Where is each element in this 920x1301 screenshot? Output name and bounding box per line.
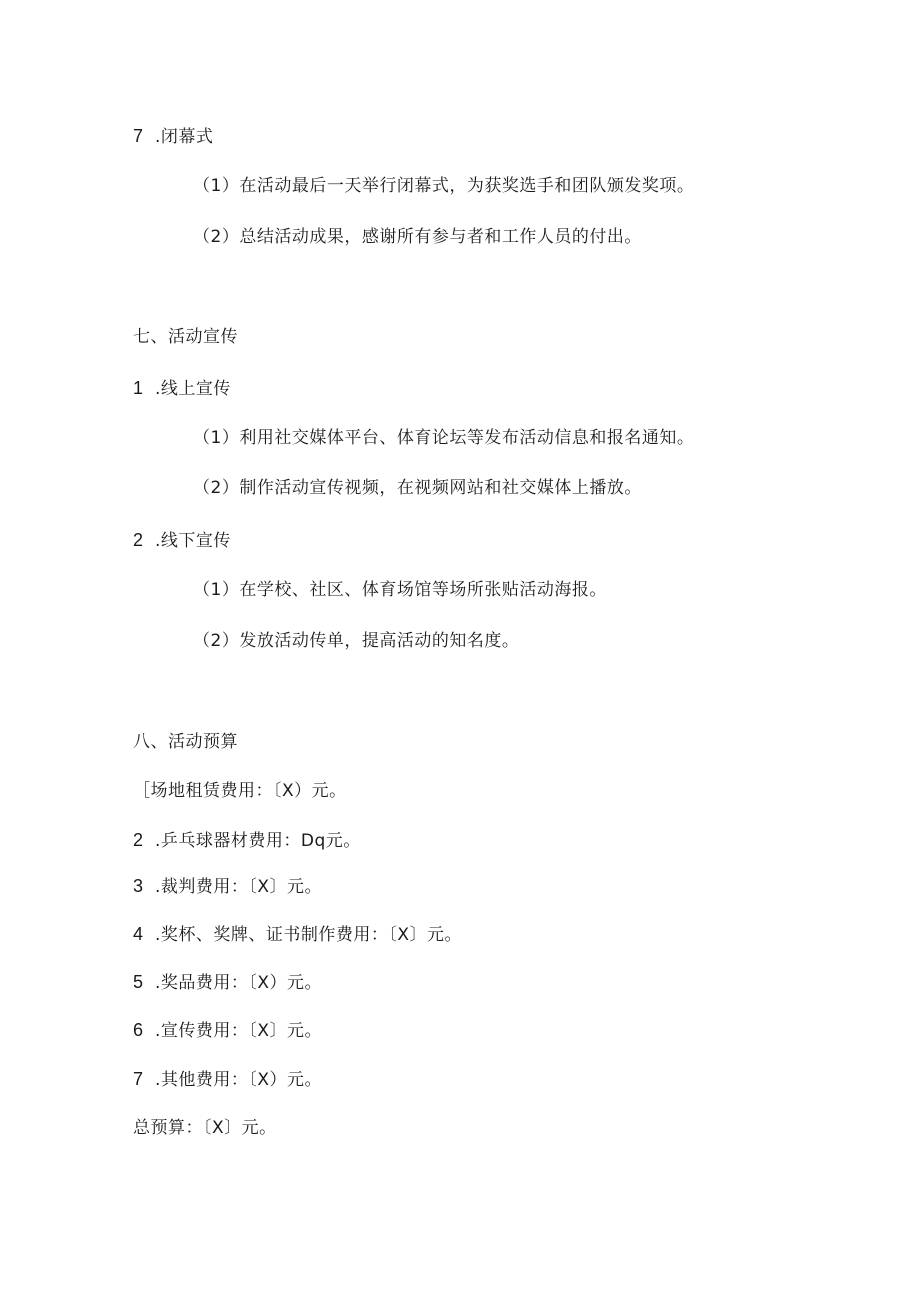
budget-total (133, 1116, 277, 1140)
section-heading-budget (133, 730, 238, 754)
item-title: .裁判费用：〔X〕元。 (155, 877, 323, 897)
sub-item-text: （1）在学校、社区、体育场馆等场所张贴活动海报。 (193, 580, 607, 600)
item-title: .其他费用：〔X）元。 (155, 1070, 323, 1090)
sub-item (193, 174, 694, 198)
sub-item (193, 476, 642, 500)
sub-item-text: （2）总结活动成果，感谢所有参与者和工作人员的付出。 (193, 227, 642, 247)
item-number: 7 (133, 126, 144, 146)
budget-item-referee (133, 874, 322, 899)
item-number: 1 (133, 378, 144, 398)
item-number: 4 (133, 924, 144, 944)
sub-item-text: （2）发放活动传单，提高活动的知名度。 (193, 631, 520, 651)
item-title: .闭幕式 (155, 127, 214, 147)
list-item-offline-promotion (133, 528, 231, 553)
list-item-online-promotion (133, 376, 231, 401)
heading-text: 七、活动宣传 (133, 327, 238, 347)
budget-item-promotion (133, 1018, 322, 1043)
budget-item-other (133, 1067, 322, 1092)
total-text: 总预算：〔X〕元。 (133, 1118, 277, 1138)
item-title: .线上宣传 (155, 379, 231, 399)
budget-item-trophies (133, 922, 462, 947)
item-title: .乒乓球器材费用：Dq元。 (155, 831, 361, 851)
item-number: 6 (133, 1020, 144, 1040)
item-number: 3 (133, 876, 144, 896)
list-item-closing-ceremony (133, 124, 213, 149)
sub-item-text: （1）利用社交媒体平台、体育论坛等发布活动信息和报名通知。 (193, 428, 695, 448)
item-number: 2 (133, 530, 144, 550)
item-title: .奖品费用：〔X）元。 (155, 973, 323, 993)
budget-text: ［场地租赁费用：〔X）元。 (133, 781, 347, 801)
item-title: .宣传费用：〔X〕元。 (155, 1021, 323, 1041)
section-heading-promotion (133, 325, 238, 349)
sub-item (193, 426, 694, 450)
item-number: 5 (133, 972, 144, 992)
sub-item-text: （1）在活动最后一天举行闭幕式，为获奖选手和团队颁发奖项。 (193, 176, 695, 196)
item-number: 7 (133, 1069, 144, 1089)
item-title: .线下宣传 (155, 531, 231, 551)
budget-item-venue (133, 779, 347, 803)
item-title: .奖杯、奖牌、证书制作费用：〔X〕元。 (155, 925, 463, 945)
budget-item-equipment (133, 828, 361, 853)
sub-item (193, 578, 607, 602)
sub-item (193, 225, 642, 249)
sub-item-text: （2）制作活动宣传视频，在视频网站和社交媒体上播放。 (193, 478, 642, 498)
item-number: 2 (133, 830, 144, 850)
budget-item-prizes (133, 970, 322, 995)
sub-item (193, 629, 519, 653)
heading-text: 八、活动预算 (133, 732, 238, 752)
